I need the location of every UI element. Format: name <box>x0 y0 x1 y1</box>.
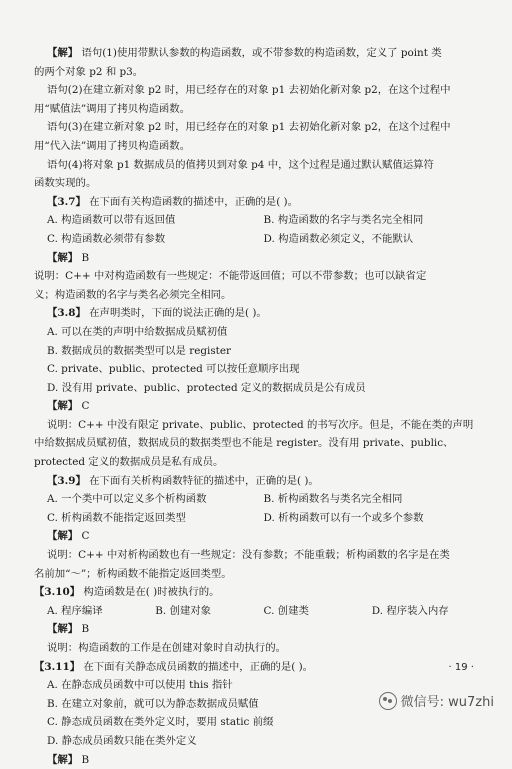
option-c: C. 析构函数不能指定返回类型 <box>47 511 186 524</box>
option-d: D. 析构函数可以有一个或多个参数 <box>263 511 424 524</box>
option-c: C. 静态成员函数在类外定义时，要用 static 前缀 <box>47 716 274 729</box>
text-line: protected 定义的数据成员是私有成员。 <box>34 456 224 469</box>
page-number: · 19 · <box>448 662 474 673</box>
text-line: 中给数据成员赋初值，数据成员的数据类型也不能是 register。没有用 private、public、 <box>34 437 454 450</box>
text-line: 函数实现的。 <box>34 177 97 190</box>
watermark <box>379 691 494 710</box>
question-3-10: 【3.10】 构造函数是在( )时被执行的。 <box>34 586 220 599</box>
text-line: 用“代入法”调用了拷贝构造函数。 <box>34 139 191 152</box>
text-line: 【解】 语句(1)使用带默认参数的构造函数，或不带参数的构造函数，定义了 point 类 <box>47 47 442 59</box>
answer-3-11: 【解】 B <box>47 753 90 766</box>
q39-options-row2 <box>34 509 480 528</box>
text-line: 名前加“～”；析构函数不能指定返回类型。 <box>34 567 232 580</box>
text-line: 说明：C++ 中没有限定 private、public、protected 的书写次序。但是，不能在类的声明 <box>47 418 474 431</box>
option-b: B. 在建立对象前，就可以为静态数据成员赋值 <box>47 697 259 710</box>
option-b: B. 析构函数名与类名完全相同 <box>263 493 403 506</box>
text-line: 语句(3)在建立新对象 p2 时，用已经存在的对象 p1 去初始化新对象 p2，在这个过程中 <box>47 121 451 134</box>
answer-3-8: 【解】 C <box>47 400 90 413</box>
option-c: C. private、public、protected 可以按任意顺序出现 <box>47 363 300 376</box>
text-line: 语句(4)将对象 p1 数据成员的值拷贝到对象 p4 中，这个过程是通过默认赋值运算符 <box>47 158 434 171</box>
text-line: 语句(2)在建立新对象 p2 时，用已经存在的对象 p1 去初始化新对象 p2，在这个过程中 <box>47 84 451 97</box>
answer-3-10: 【解】 B <box>47 623 90 636</box>
option-b: B. 构造函数的名字与类名完全相同 <box>263 214 424 227</box>
option-d: D. 静态成员函数只能在类外定义 <box>47 734 197 747</box>
option-a: A. 程序编译 <box>47 604 103 617</box>
question-3-8: 【3.8】 在声明类时，下面的说法正确的是( )。 <box>47 307 267 320</box>
page-content <box>34 44 480 769</box>
option-b: B. 创建对象 <box>155 604 212 617</box>
text-line: 义；构造函数的名字与类名必须完全相同。 <box>34 288 232 301</box>
q310-options-row <box>34 602 480 621</box>
option-d: D. 构造函数必须定义，不能默认 <box>263 232 414 245</box>
wechat-icon <box>379 692 397 710</box>
q39-options-row1 <box>34 490 480 509</box>
option-c: C. 构造函数必须带有参数 <box>47 232 166 245</box>
text-line: 说明：C++ 中对构造函数有一些规定：不能带返回值；可以不带参数；也可以缺省定 <box>34 270 427 283</box>
option-a: A. 构造函数可以带有返回值 <box>47 214 176 227</box>
question-3-11: 【3.11】 在下面有关静态成员函数的描述中，正确的是( )。 <box>34 660 314 673</box>
watermark-text: 微信号: wu7zhi <box>400 695 494 710</box>
text-line: 说明：C++ 中对析构函数也有一些规定：没有参数；不能重载；析构函数的名字是在类 <box>47 549 450 562</box>
option-a: A. 在静态成员函数中可以使用 this 指针 <box>47 679 233 692</box>
option-a: A. 可以在类的声明中给数据成员赋初值 <box>47 325 228 338</box>
answer-3-9: 【解】 C <box>47 530 90 543</box>
question-3-7: 【3.7】 在下面有关构造函数的描述中，正确的是( )。 <box>47 195 298 208</box>
q37-options-row2 <box>34 230 480 249</box>
q37-options-row1 <box>34 211 480 230</box>
option-d: D. 没有用 private、public、protected 定义的数据成员是公有成员 <box>47 381 366 394</box>
option-d: D. 程序装入内存 <box>371 604 449 617</box>
option-c: C. 创建类 <box>263 604 309 617</box>
option-a: A. 一个类中可以定义多个析构函数 <box>47 493 207 506</box>
question-3-9: 【3.9】 在下面有关析构函数特征的描述中，正确的是( )。 <box>47 474 319 487</box>
answer-3-7: 【解】 B <box>47 251 90 264</box>
option-b: B. 数据成员的数据类型可以是 register <box>47 344 231 357</box>
text-line: 用“赋值法”调用了拷贝构造函数。 <box>34 102 191 115</box>
text-line: 的两个对象 p2 和 p3。 <box>34 65 144 78</box>
text-line: 说明：构造函数的工作是在创建对象时自动执行的。 <box>47 642 286 654</box>
